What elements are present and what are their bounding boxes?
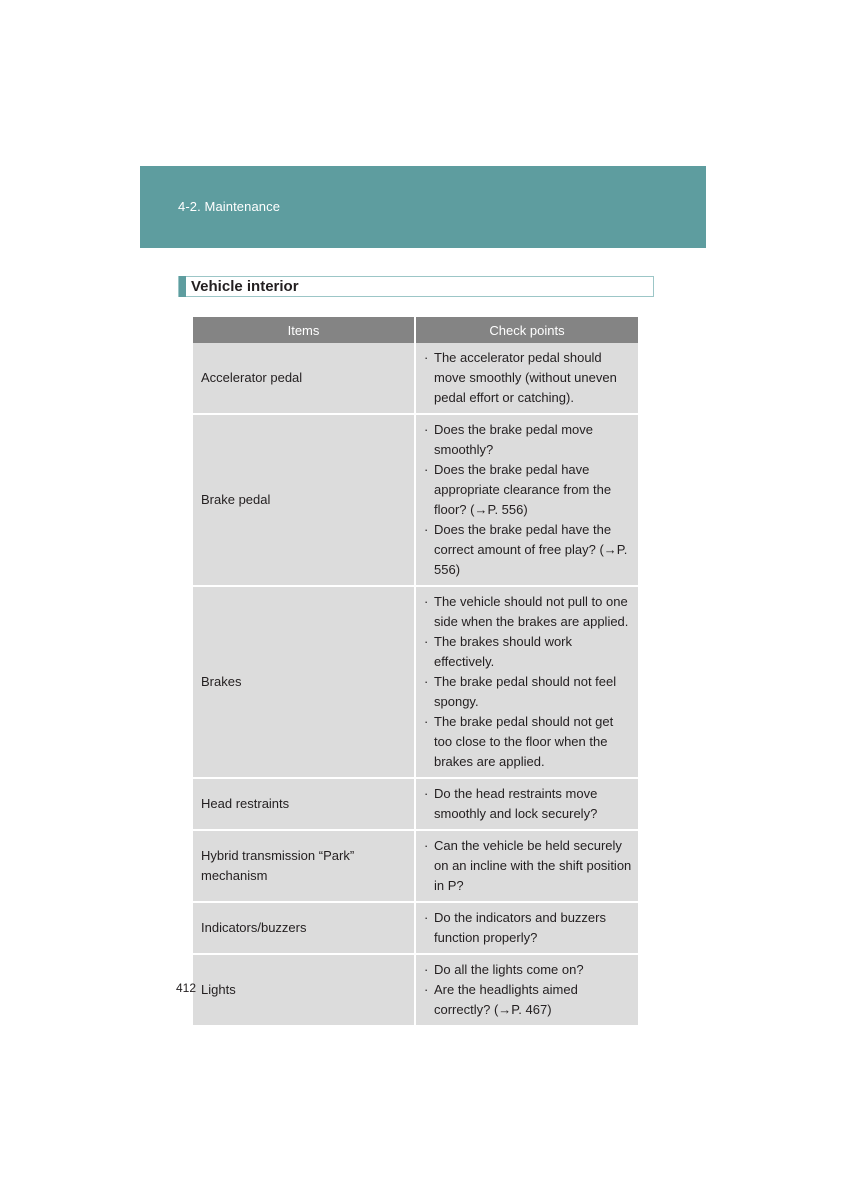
check-point-item: · Does the brake pedal move smoothly? [424,420,634,460]
check-point-item: · The brake pedal should not get too close to the floor when the brakes are applied. [424,712,634,772]
table-row [193,778,638,830]
table-header-row [193,317,638,343]
item-cell: Brakes [193,586,415,778]
item-cell: Lights [193,954,415,1025]
check-point-item: · The brake pedal should not feel spongy. [424,672,634,712]
table-row [193,902,638,954]
check-point-item: · Do all the lights come on? [424,960,634,980]
check-points-list [424,784,634,824]
section-label: 4-2. Maintenance [178,199,281,214]
check-point-item: · Does the brake pedal have appropriate clearance from the floor? (→P. 556) [424,460,634,520]
check-points-list [424,908,634,948]
table-row [193,414,638,586]
check-points-cell [415,830,638,902]
check-point-item: · Does the brake pedal have the correct amount of free play? (→P. 556) [424,520,634,580]
table-row [193,830,638,902]
check-points-cell [415,954,638,1025]
check-points-list [424,348,634,408]
check-point-item: · Are the headlights aimed correctly? (→P. 467) [424,980,634,1020]
check-points-list [424,420,634,580]
page-number: 412 [176,981,197,995]
item-cell: Indicators/buzzers [193,902,415,954]
check-point-item: · The accelerator pedal should move smoothly (without uneven pedal effort or catching). [424,348,634,408]
table-row [193,586,638,778]
column-header-check-points: Check points [415,317,638,343]
section-title-box [178,276,654,297]
check-points-cell [415,414,638,586]
check-point-item: · The vehicle should not pull to one side when the brakes are applied. [424,592,634,632]
title-accent-bar [179,276,186,297]
item-cell: Accelerator pedal [193,343,415,414]
item-cell: Head restraints [193,778,415,830]
check-points-cell [415,586,638,778]
item-cell: Hybrid transmission “Park” mechanism [193,830,415,902]
inspection-table [193,317,638,1025]
item-cell: Brake pedal [193,414,415,586]
table-row [193,343,638,414]
chapter-header [140,166,706,248]
check-points-cell [415,902,638,954]
check-points-cell [415,343,638,414]
column-header-items: Items [193,317,415,343]
check-points-list [424,836,634,896]
check-point-item: · Do the head restraints move smoothly and lock securely? [424,784,634,824]
check-point-item: · Do the indicators and buzzers function properly? [424,908,634,948]
check-points-cell [415,778,638,830]
check-points-list [424,592,634,772]
check-point-item: · The brakes should work effectively. [424,632,634,672]
check-point-item: · Can the vehicle be held securely on an incline with the shift position in P? [424,836,634,896]
section-title: Vehicle interior [191,278,299,295]
check-points-list [424,960,634,1020]
table-row [193,954,638,1025]
